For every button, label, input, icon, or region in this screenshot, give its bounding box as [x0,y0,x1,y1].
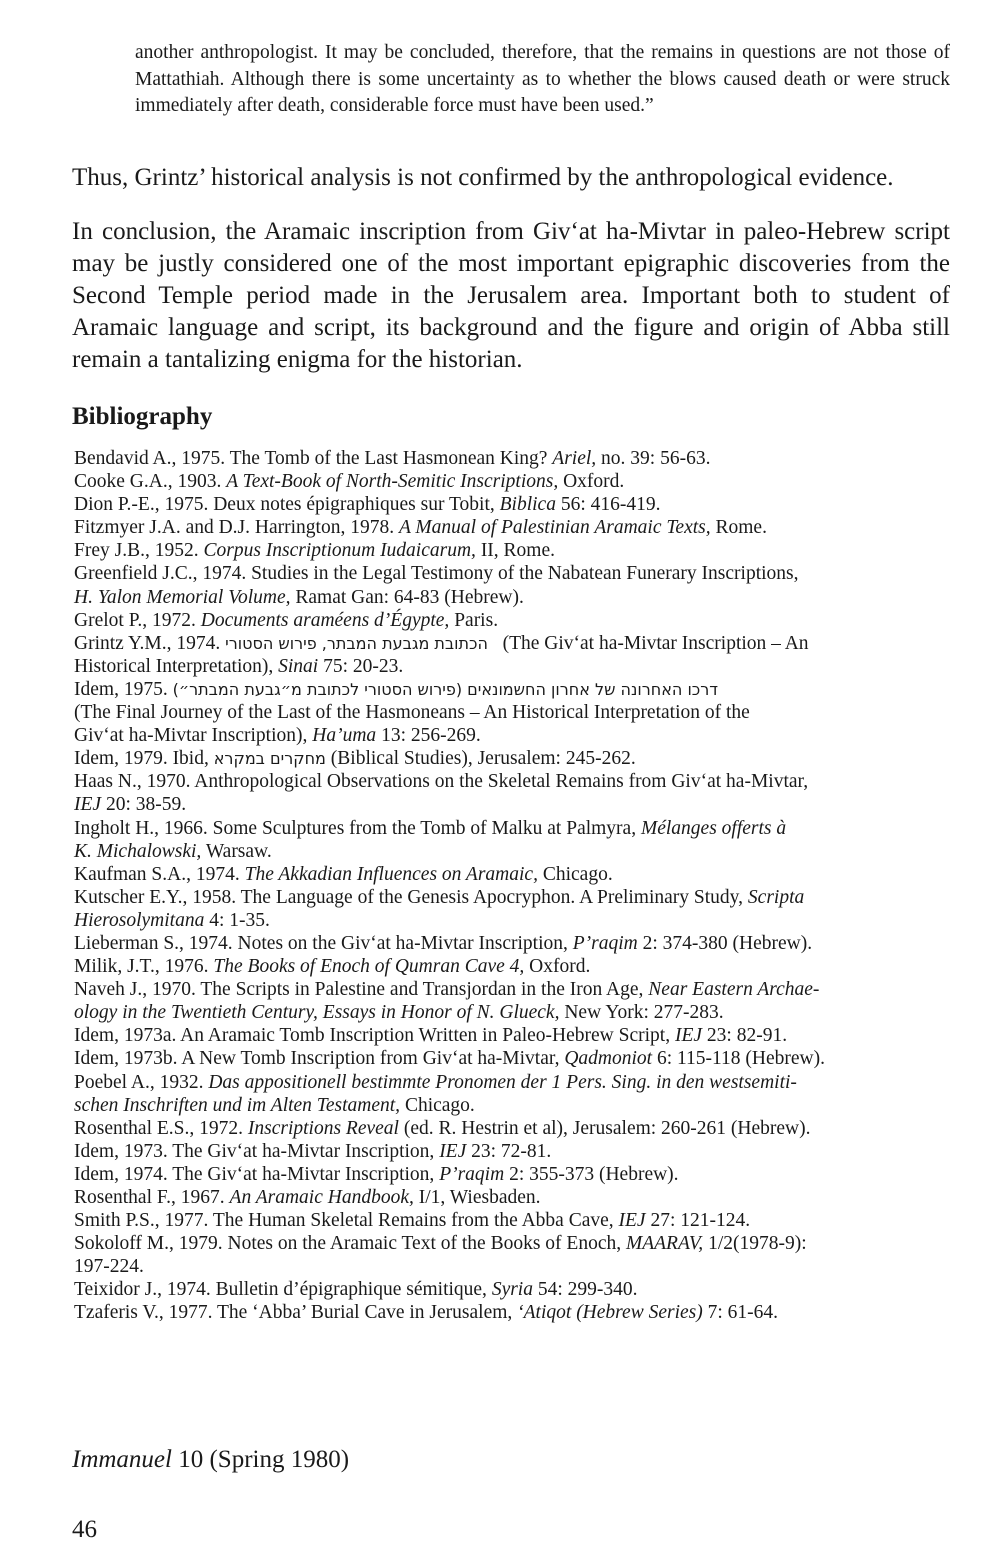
bibliography-entry-line [74,679,718,700]
citation-text: 75: 20-23. [318,655,404,677]
citation-text: 23: 82-91. [702,1025,788,1047]
bibliography-entry-line [74,701,954,724]
block-quote: another anthropologist. It may be concluded, therefore, that the remains in questions are not those of Mattathiah. Although there is some uncertainty as to whether the blows caused death or were struck immediately after death, considerable force must have been used.” [135,42,950,116]
italic-title: Corpus Inscriptionum Iudaicarum, [203,540,476,562]
citation-text: Idem, 1973b. A New Tomb Inscription from Giv‘at ha-Mivtar, [74,1048,565,1070]
bibliography-entry-line [74,1025,787,1046]
italic-title: IEJ [618,1210,646,1232]
bibliography-entry-line [74,1118,811,1139]
bibliography-entry [74,932,954,955]
citation-text: Fitzmyer J.A. and D.J. Harrington, 1978. [74,517,399,539]
citation-text: II, Rome. [475,540,556,562]
citation-text: 7: 61-64. [702,1302,779,1324]
bibliography-entry-line [74,1094,954,1117]
italic-title: P’raqim [439,1163,505,1185]
italic-title: A Manual of Palestinian Aramaic Texts, [398,517,711,539]
italic-title: IEJ [74,794,102,816]
bibliography-entry [74,1024,954,1047]
italic-title: Ha’uma [312,725,377,747]
bibliography-entry-line [74,586,954,609]
page-number: 46 [72,1516,97,1543]
bibliography-entry-line [74,448,710,469]
bibliography-entry [74,1301,954,1324]
citation-text: Idem, 1973a. An Aramaic Tomb Inscription Written in Paleo-Hebrew Script, [74,1025,675,1047]
citation-text: Chicago. [537,863,613,885]
citation-text: Haas N., 1970. Anthropological Observations on the Skeletal Remains from Giv‘at ha-Mivtar, [74,771,809,793]
bibliography-entry [74,470,954,493]
italic-title: Qadmoniot [564,1048,653,1070]
citation-text: 23: 72-81. [466,1140,552,1162]
citation-text: Sokoloff M., 1979. Notes on the Aramaic Text of the Books of Enoch, [74,1233,626,1255]
bibliography-entry-line [74,1187,541,1208]
bibliography-entry-line [74,1210,750,1231]
bibliography-entry-line [74,540,555,561]
bibliography-entry [74,539,954,562]
bibliography-entry [74,562,954,608]
italic-title: MAARAV, [625,1233,704,1255]
bibliography-entry-line [74,818,786,839]
citation-text: no. 39: 56-63. [596,448,711,469]
italic-title: P’raqim [572,932,638,954]
bibliography-entry [74,1232,954,1278]
citation-text: 56: 416-419. [555,494,661,516]
citation-text: New York: 277-283. [559,1002,724,1024]
citation-text: Grelot P., 1972. [74,609,201,631]
bibliography-entry-line [74,956,590,977]
italic-title: Sinai [278,655,319,677]
citation-text: 13: 256-269. [376,725,481,747]
bibliography-entry [74,863,954,886]
citation-text: 20: 38-59. [101,794,187,816]
bibliography-entry-line [74,1279,638,1300]
bibliography-entry [74,516,954,539]
citation-text: 54: 299-340. [532,1279,638,1301]
italic-title: K. Michalowski, [74,840,202,862]
citation-text: Chicago. [400,1094,475,1116]
italic-title: Documents araméens d’Égypte, [200,609,450,631]
italic-title: Ariel, [552,448,597,469]
citation-text: Poebel A., 1932. [74,1071,209,1093]
citation-text: Cooke G.A., 1903. [74,471,227,493]
bibliography-entry-line [74,494,661,515]
bibliography-entry [74,493,954,516]
bibliography-entry-line [74,1001,954,1024]
citation-text: Rosenthal F., 1967. [74,1187,230,1208]
bibliography-entry-line [74,1141,551,1162]
bibliography-entry-line [74,979,819,1000]
citation-text: Idem, 1974. The Giv‘at ha-Mivtar Inscription, [74,1163,440,1185]
citation-text: Ingholt H., 1966. Some Sculptures from the Tomb of Malku at Palmyra, [74,817,641,839]
journal-name: Immanuel [72,1446,172,1473]
bibliography-entry-line [74,471,624,492]
bibliography-entry [74,978,954,1024]
bibliography-entry-line [74,1164,679,1185]
bibliography-entry-line [74,1233,807,1254]
italic-title: A Text-Book of North-Semitic Inscriptions, [226,471,559,493]
bibliography-entry [74,1117,954,1140]
bibliography-entry-line [74,610,498,631]
bibliography-entry [74,1140,954,1163]
citation-text: 27: 121-124. [645,1210,751,1232]
bibliography-entry-line [74,909,954,932]
bibliography-entry [74,632,954,678]
citation-text: Teixidor J., 1974. Bulletin d’épigraphique sémitique, [74,1279,492,1301]
bibliography-heading: Bibliography [72,403,213,430]
citation-text: Rosenthal E.S., 1972. [74,1117,248,1139]
bibliography-entry [74,955,954,978]
italic-title: Near Eastern Archae- [648,979,820,1001]
citation-text: Giv‘at ha-Mivtar Inscription), [74,725,313,747]
citation-text: (The Giv‘at ha-Mivtar Inscription – An [487,632,809,654]
paragraph-conclusion-grintz: Thus, Grintz’ historical analysis is not confirmed by the anthropological evidence. [72,164,894,191]
bibliography-entry [74,770,954,816]
bibliography-entry [74,886,954,932]
bibliography-entry-line [74,864,613,885]
bibliography-entry [74,678,954,747]
bibliography-entry-line [74,1048,825,1069]
citation-text: Idem, 1979. Ibid, [74,748,214,770]
hebrew-title: מחקרים במקרא [213,749,326,769]
italic-title: Hierosolymitana [74,909,205,931]
bibliography-entry [74,1163,954,1186]
hebrew-title: דרכו האחרונה של אחרון החשמונאים (פירוש הסטורי לכתובת מ״גבעת המבתר״) [172,679,719,699]
bibliography-entry [74,817,954,863]
journal-footer [72,1445,349,1475]
bibliography-entry [74,609,954,632]
citation-text: Historical Interpretation), [74,655,279,677]
bibliography-entry-line [74,933,812,954]
bibliography-entry-line [74,517,767,538]
citation-text: Naveh J., 1970. The Scripts in Palestine and Transjordan in the Iron Age, [74,979,649,1001]
citation-text: I/1, Wiesbaden. [413,1187,541,1208]
bibliography-entry-line [74,840,954,863]
bibliography-entry [74,1209,954,1232]
italic-title: ‘Atiqot (Hebrew Series) [517,1302,703,1324]
citation-text: Smith P.S., 1977. The Human Skeletal Remains from the Abba Cave, [74,1210,619,1232]
bibliography-entry-line [74,748,636,769]
bibliography-entry [74,1278,954,1301]
citation-text: Lieberman S., 1974. Notes on the Giv‘at ha-Mivtar Inscription, [74,932,573,954]
citation-text: 2: 374-380 (Hebrew). [637,932,813,954]
bibliography-entry [74,1186,954,1209]
citation-text: (ed. R. Hestrin et al), Jerusalem: 260-261 (Hebrew). [398,1117,811,1139]
hebrew-title: הכתובת מגבעת המבתר, פירוש הסטורי [225,633,488,653]
citation-text: Kaufman S.A., 1974. [74,863,245,885]
citation-text: 4: 1-35. [204,909,270,931]
citation-text: Paris. [449,609,499,631]
italic-title: IEJ [674,1025,703,1047]
bibliography-entry [74,1047,954,1070]
italic-title: schen Inschriften und im Alten Testament, [74,1094,401,1116]
citation-text: Ramat Gan: 64-83 (Hebrew). [290,586,524,608]
citation-text: Dion P.-E., 1975. Deux notes épigraphiques sur Tobit, [74,494,500,516]
italic-title: Inscriptions Reveal [247,1117,399,1139]
bibliography-entry-line [74,887,804,908]
bibliography-entry-line [74,633,809,654]
italic-title: An Aramaic Handbook, [229,1187,414,1208]
citation-text: Rome. [710,517,767,539]
italic-title: Das appositionell bestimmte Pronomen der 1 Pers. Sing. in den westsemiti- [208,1071,797,1093]
citation-text: Idem, 1973. The Giv‘at ha-Mivtar Inscription, [74,1140,440,1162]
citation-text: 1/2(1978-9): [703,1233,807,1255]
citation-text: Idem, 1975. [74,678,173,700]
citation-text: Kutscher E.Y., 1958. The Language of the Genesis Apocryphon. A Preliminary Study, [74,886,748,908]
citation-text: (The Final Journey of the Last of the Hasmoneans – An Historical Interpretation of the [74,702,750,724]
italic-title: Syria [491,1279,533,1301]
bibliography-entry [74,747,954,770]
italic-title: H. Yalon Memorial Volume, [74,586,291,608]
bibliography-entry-line [74,1072,797,1093]
bibliography-entry-line [74,771,808,792]
citation-text: 2: 355-373 (Hebrew). [504,1163,679,1185]
italic-title: The Akkadian Influences on Aramaic, [244,863,538,885]
citation-text: Frey J.B., 1952. [74,540,204,562]
bibliography-list [74,447,954,1325]
bibliography-entry-line [74,655,954,678]
italic-title: ology in the Twentieth Century, Essays in Honor of N. Glueck, [74,1002,560,1024]
citation-text: Grintz Y.M., 1974. [74,632,226,654]
citation-text: Bendavid A., 1975. The Tomb of the Last Hasmonean King? [74,448,553,469]
italic-title: Biblica [499,494,556,516]
bibliography-entry [74,447,954,470]
bibliography-entry-line [74,1302,778,1323]
bibliography-entry-line [74,1255,954,1278]
bibliography-entry-line [74,724,954,747]
citation-text: Milik, J.T., 1976. [74,956,214,978]
citation-text: Tzaferis V., 1977. The ‘Abba’ Burial Cave in Jerusalem, [74,1302,518,1324]
citation-text: Oxford. [524,956,591,978]
italic-title: The Books of Enoch of Qumran Cave 4, [213,956,525,978]
citation-text: (Biblical Studies), Jerusalem: 245-262. [325,748,636,770]
bibliography-entry-line [74,793,954,816]
citation-text: 6: 115-118 (Hebrew). [652,1048,825,1070]
italic-title: Scripta [747,886,805,908]
citation-text: Greenfield J.C., 1974. Studies in the Legal Testimony of the Nabatean Funerary Inscriptions, [74,563,799,585]
citation-text: Oxford. [558,471,625,493]
paragraph-conclusion: In conclusion, the Aramaic inscription from Giv‘at ha-Mivtar in paleo-Hebrew script may be justly considered one of the most important epigraphic discoveries from the Second Temple period made in the Jerusalem area. Important both to student of Aramaic language and script, its background and the figure and origin of Abba still remain a tantalizing enigma for the historian. [72,218,950,373]
bibliography-entry-line [74,563,799,584]
citation-text: 197-224. [74,1256,144,1278]
bibliography-entry [74,1071,954,1117]
italic-title: Mélanges offerts à [640,817,787,839]
citation-text: Warsaw. [201,840,272,862]
journal-issue: 10 (Spring 1980) [171,1446,350,1473]
italic-title: IEJ [439,1140,467,1162]
